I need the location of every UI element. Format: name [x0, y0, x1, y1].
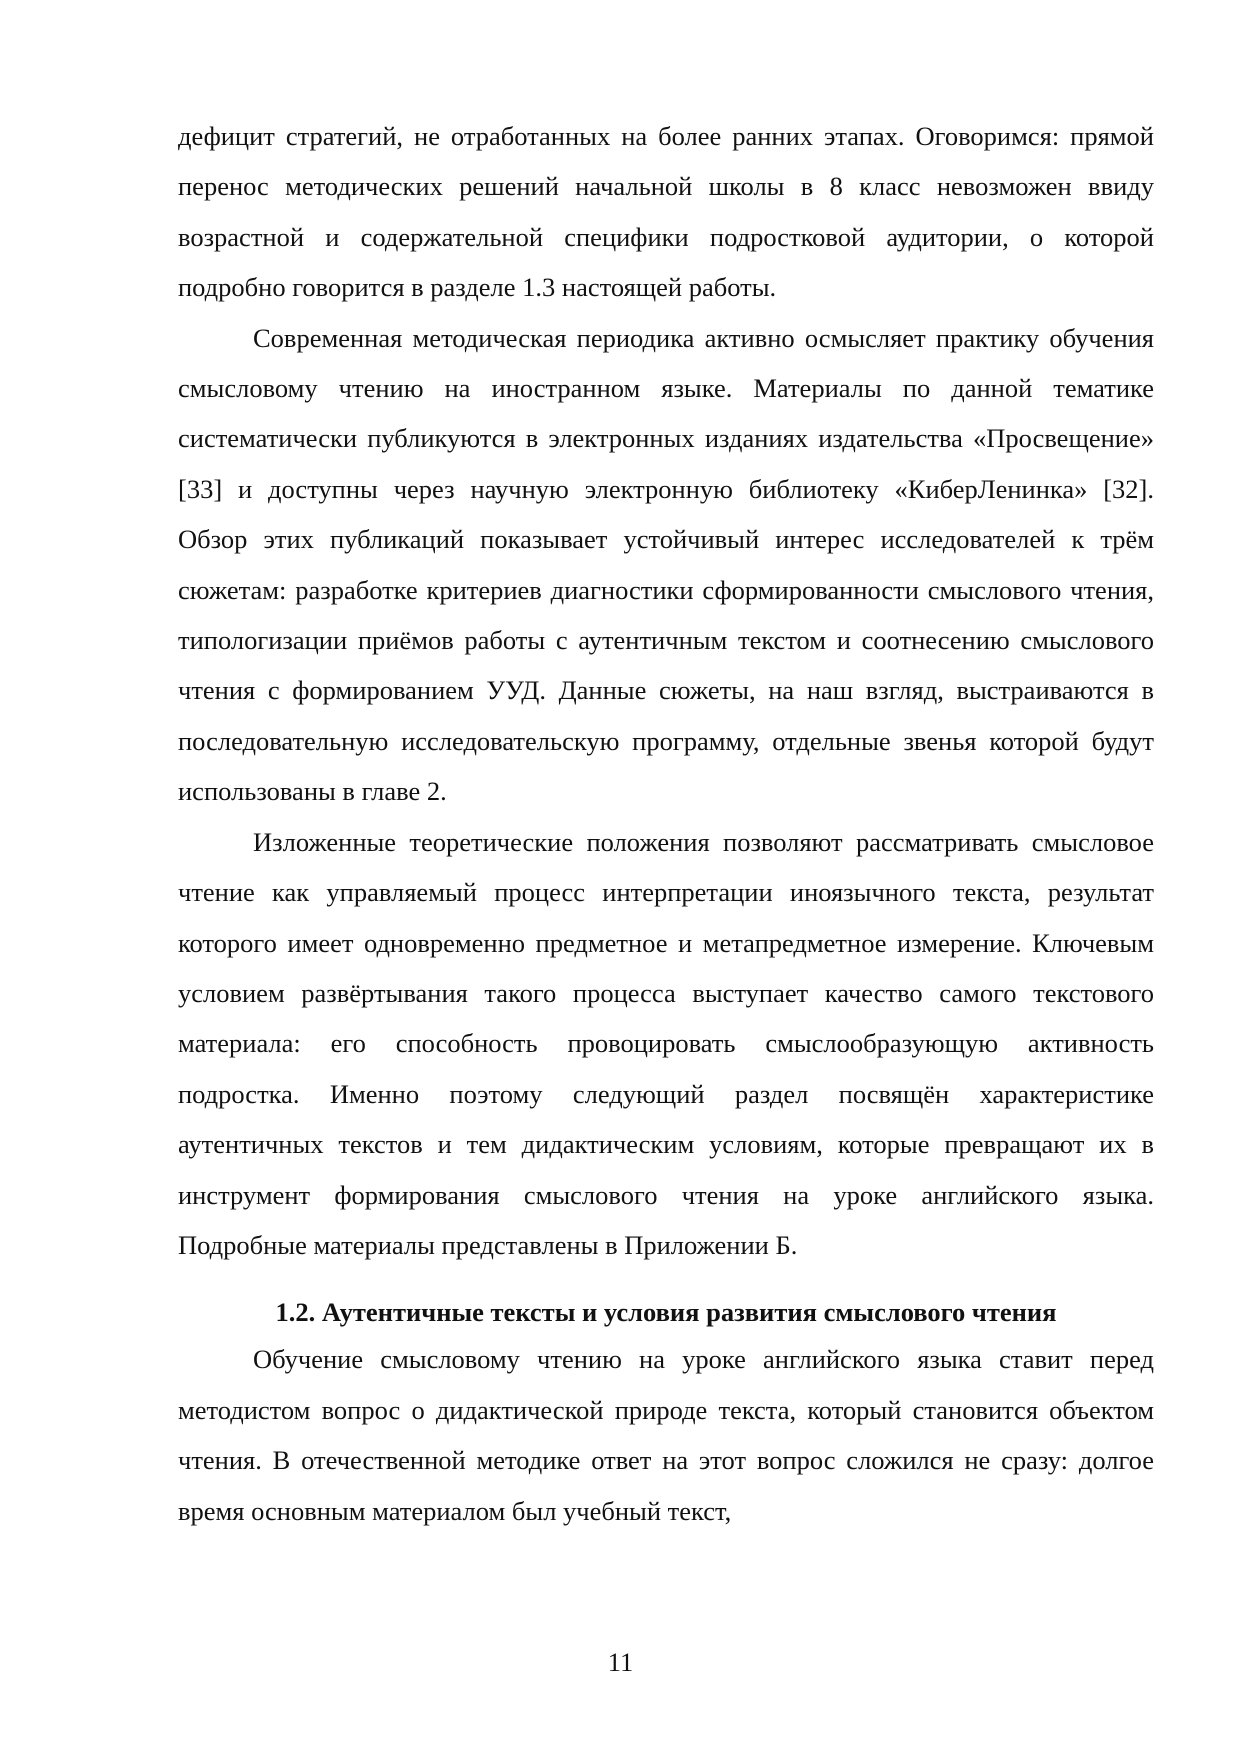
paragraph-section-intro: Обучение смысловому чтению на уроке английского языка ставит перед методистом вопрос о дидактической природе текста, который становится объектом чтения. В отечественной методике ответ на этот вопрос сложился не сразу: долгое время основным материалом был учебный текст, — [178, 1344, 1154, 1526]
section-heading: 1.2. Аутентичные тексты и условия развития смыслового чтения — [275, 1297, 1057, 1328]
paragraph-theoretical-summary: Изложенные теоретические положения позволяют рассматривать смысловое чтение как управляемый процесс интерпретации иноязычного текста, результат которого имеет одновременно предметное и метапредметное измерение. Ключевым условием развёртывания такого процесса выступает качество самого текстового материала: его способность провоцировать смыслообразующую активность подростка. Именно поэтому следующий раздел посвящён характеристике аутентичных текстов и тем дидактическим условиям, которые превращают их в инструмент формирования смыслового чтения на уроке английского языка. Подробные материалы представлены в Приложении Б. — [178, 826, 1154, 1260]
paragraph-continued: дефицит стратегий, не отработанных на более ранних этапах. Оговоримся: прямой перенос методических решений начальной школы в 8 класс невозможен ввиду возрастной и содержательной специфики подростковой аудитории, о которой подробно говорится в разделе 1.3 настоящей работы. — [178, 121, 1154, 303]
document-page — [178, 111, 1154, 1536]
page-number: 11 — [607, 1647, 634, 1677]
paragraph-periodicals: Современная методическая периодика активно осмысляет практику обучения смысловому чтению на иностранном языке. Материалы по данной тематике систематически публикуются в электронных изданиях издательства «Просвещение» [33] и доступны через научную электронную библиотеку «КиберЛенинка» [32]. Обзор этих публикаций показывает устойчивый интерес исследователей к трём сюжетам: разработке критериев диагностики сформированности смыслового чтения, типологизации приёмов работы с аутентичным текстом и соотнесению смыслового чтения с формированием УУД. Данные сюжеты, на наш взгляд, выстраиваются в последовательную исследовательскую программу, отдельные звенья которой будут использованы в главе 2. — [178, 322, 1154, 807]
